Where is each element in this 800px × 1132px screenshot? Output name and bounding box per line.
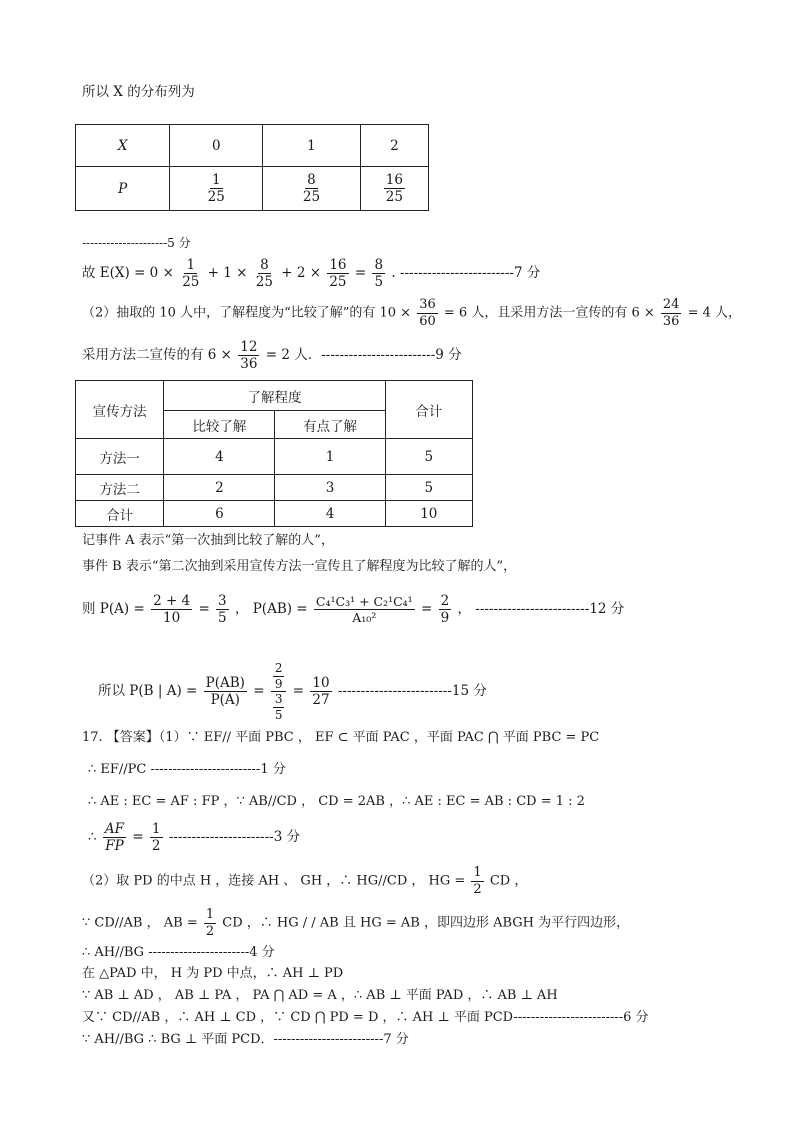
- pab-den: A₁₀²: [352, 610, 377, 626]
- line2b-f-num: 12: [240, 339, 258, 355]
- cond-nn-num: 2: [274, 661, 283, 675]
- expect-eq: =: [354, 265, 367, 282]
- part2-f1-num: 36: [419, 297, 436, 312]
- pa-c: ， -------------------------12 分: [457, 601, 625, 618]
- pa-eq2: =: [420, 601, 433, 618]
- contingency-table: [75, 380, 473, 527]
- part2-c: = 4 人，: [687, 305, 742, 321]
- cond-res-num: 10: [312, 675, 330, 692]
- l17-3-a: ∴: [88, 829, 97, 846]
- row-label: 方法一: [76, 439, 164, 475]
- q17-line-3: [88, 822, 300, 853]
- q17-line-4: [82, 866, 527, 896]
- line2b-f-den: 36: [240, 356, 258, 373]
- part2-line-b: [82, 340, 462, 371]
- header-1: 1: [263, 125, 361, 167]
- pab-num: C₄¹C₃¹ + C₂¹C₄¹: [315, 594, 413, 610]
- q17-line-7: 在 △PAD 中， H 为 PD 中点，∴ AH ⊥ PD: [82, 966, 344, 981]
- header-sub1: 比较了解: [164, 411, 275, 439]
- table-row: [76, 501, 473, 527]
- table-row: [76, 167, 429, 211]
- expect-mid2: + 2 ×: [281, 265, 322, 282]
- prob-0-den: 25: [207, 189, 225, 205]
- cond-eq: =: [253, 683, 265, 700]
- event-b: 事件 B 表示“第二次抽到采用宣传方法一宣传且了解程度为比较了解的人”，: [82, 559, 517, 574]
- pa-f4-den: 9: [440, 610, 450, 627]
- cell: 2: [164, 475, 275, 501]
- expect-t2-num: 8: [260, 257, 269, 273]
- header-x: X: [76, 125, 170, 167]
- score-5: ---------------------5 分: [82, 236, 191, 250]
- cell: 4: [164, 439, 275, 475]
- l17-4-f-num: 1: [473, 865, 482, 880]
- l17-5-f-num: 1: [205, 907, 215, 922]
- header-2: 2: [360, 125, 428, 167]
- prob-1-den: 25: [302, 189, 321, 205]
- expect-suffix: . -------------------------7 分: [391, 265, 541, 282]
- q17-line-1: ∴ EF//PC -------------------------1 分: [88, 762, 286, 777]
- prob-2: [360, 167, 428, 211]
- part2-a: （2）抽取的 10 人中，了解程度为“比较了解”的有 10 ×: [82, 305, 412, 321]
- l17-5-a: ∵ CD//AB ， AB =: [82, 915, 198, 931]
- cond-f1-num: P(AB): [205, 675, 245, 692]
- part2-f1-den: 60: [419, 313, 436, 329]
- pa-f2-num: 3: [218, 593, 227, 609]
- cell: 6: [164, 501, 275, 527]
- prob-2-num: 16: [385, 171, 403, 188]
- cell: 10: [385, 501, 472, 527]
- event-a: 记事件 A 表示“第一次抽到比较了解的人”，: [82, 533, 334, 548]
- cond-eq2: =: [292, 683, 305, 700]
- cell: 5: [385, 475, 472, 501]
- row-label: 方法二: [76, 475, 164, 501]
- l17-4-b: CD ，: [489, 873, 528, 889]
- l17-3-f1-den: FP: [105, 838, 124, 855]
- pa-b: ， P(AB) =: [234, 601, 308, 618]
- q17-line-10: ∵ AH//BG ∴ BG ⊥ 平面 PCD．-------------------------7 分: [82, 1032, 409, 1047]
- expect-mid1: + 1 ×: [207, 265, 248, 282]
- prob-0: [170, 167, 263, 211]
- prob-1-num: 8: [307, 171, 316, 188]
- q17-line-2: ∴ AE : EC = AF : FP ，∵ AB//CD ， CD = 2AB ，∴ AE : EC = AB : CD = 1 : 2: [88, 794, 585, 809]
- table-row: [76, 125, 429, 167]
- pa-line: [82, 594, 624, 625]
- distribution-table: [75, 124, 429, 211]
- cond-dd-num: 3: [274, 692, 283, 707]
- cond-a: 所以 P(B | A) =: [98, 683, 198, 700]
- expect-res-num: 8: [374, 257, 384, 273]
- pa-f1-num: 2 + 4: [153, 593, 191, 609]
- q17-line-6: ∴ AH//BG -----------------------4 分: [82, 945, 275, 960]
- pa-a: 则 P(A) =: [82, 601, 145, 618]
- cond-line: [98, 662, 487, 721]
- header-total: 合计: [385, 381, 472, 439]
- l17-5-f-den: 2: [205, 923, 215, 939]
- cell: 1: [275, 439, 385, 475]
- line2b-a: 采用方法二宣传的有 6 ×: [82, 347, 232, 364]
- header-sub2: 有点了解: [275, 411, 385, 439]
- l17-3-eq: =: [132, 829, 144, 846]
- q17-line-9: 又∵ CD//AB ，∴ AH ⊥ CD ，∵ CD ⋂ PD = D ，∴ AH ⊥ 平面 PCD-------------------------6 分: [82, 1010, 649, 1025]
- cond-res-den: 27: [312, 692, 330, 709]
- table-row: [76, 475, 473, 501]
- q17-line-5: [82, 908, 629, 938]
- cell: 5: [385, 439, 472, 475]
- expect-t2-den: 25: [255, 274, 273, 291]
- header-level: 了解程度: [164, 381, 385, 411]
- line2b-b: = 2 人．-------------------------9 分: [265, 347, 462, 364]
- q17-line-8: ∵ AB ⊥ AD ， AB ⊥ PA ， PA ⋂ AD = A ，∴ AB ⊥ 平面 PAD ，∴ AB ⊥ AH: [82, 988, 558, 1003]
- expect-prefix: 故 E(X) = 0 ×: [82, 265, 174, 282]
- expect-t3-num: 16: [329, 257, 347, 273]
- pa-eq: =: [198, 601, 210, 618]
- row-label-p: P: [76, 167, 170, 211]
- pa-f4-num: 2: [440, 593, 450, 609]
- l17-3-f1-num: AF: [104, 821, 125, 837]
- row-label: 合计: [76, 501, 164, 527]
- expect-t1-den: 25: [182, 274, 200, 291]
- expect-t1-num: 1: [186, 257, 196, 273]
- part2-b: = 6 人，且采用方法一宣传的有 6 ×: [443, 305, 655, 321]
- expect-t3-den: 25: [329, 274, 347, 291]
- expect-res-den: 5: [374, 274, 384, 291]
- q17-heading: 17. 【答案】（1）∵ EF// 平面 PBC ， EF ⊂ 平面 PAC ，平面 PAC ⋂ 平面 PBC = PC: [82, 730, 600, 745]
- table-row: [76, 439, 473, 475]
- pa-f1-den: 10: [163, 610, 181, 627]
- part2-f2-den: 36: [662, 313, 680, 329]
- header-method: 宣传方法: [76, 381, 164, 439]
- expectation-line: [82, 258, 540, 289]
- part2-f2-num: 24: [662, 297, 680, 312]
- l17-4-f-den: 2: [473, 881, 482, 897]
- intro-text: 所以 X 的分布列为: [82, 84, 195, 100]
- cell: 4: [275, 501, 385, 527]
- l17-3-b: -----------------------3 分: [168, 829, 301, 846]
- l17-3-f2-den: 2: [151, 838, 161, 855]
- table-row: [76, 381, 473, 411]
- prob-0-num: 1: [211, 171, 221, 188]
- l17-3-f2-num: 1: [151, 821, 161, 837]
- cond-b: -------------------------15 分: [337, 683, 487, 700]
- part2-line: [82, 298, 741, 328]
- header-0: 0: [170, 125, 263, 167]
- prob-1: [263, 167, 361, 211]
- l17-5-b: CD ，∴ HG / / AB 且 HG = AB ，即四边形 ABGH 为平行四边形，: [222, 915, 630, 931]
- cond-dd-den: 5: [274, 707, 283, 722]
- cond-f1-den: P(A): [210, 692, 240, 709]
- l17-4-a: （2）取 PD 的中点 H ，连接 AH 、 GH ，∴ HG//CD ， HG =: [82, 873, 466, 889]
- cond-nn-den: 9: [274, 676, 283, 691]
- pa-f2-den: 5: [218, 610, 227, 627]
- prob-2-den: 25: [385, 189, 403, 205]
- cell: 3: [275, 475, 385, 501]
